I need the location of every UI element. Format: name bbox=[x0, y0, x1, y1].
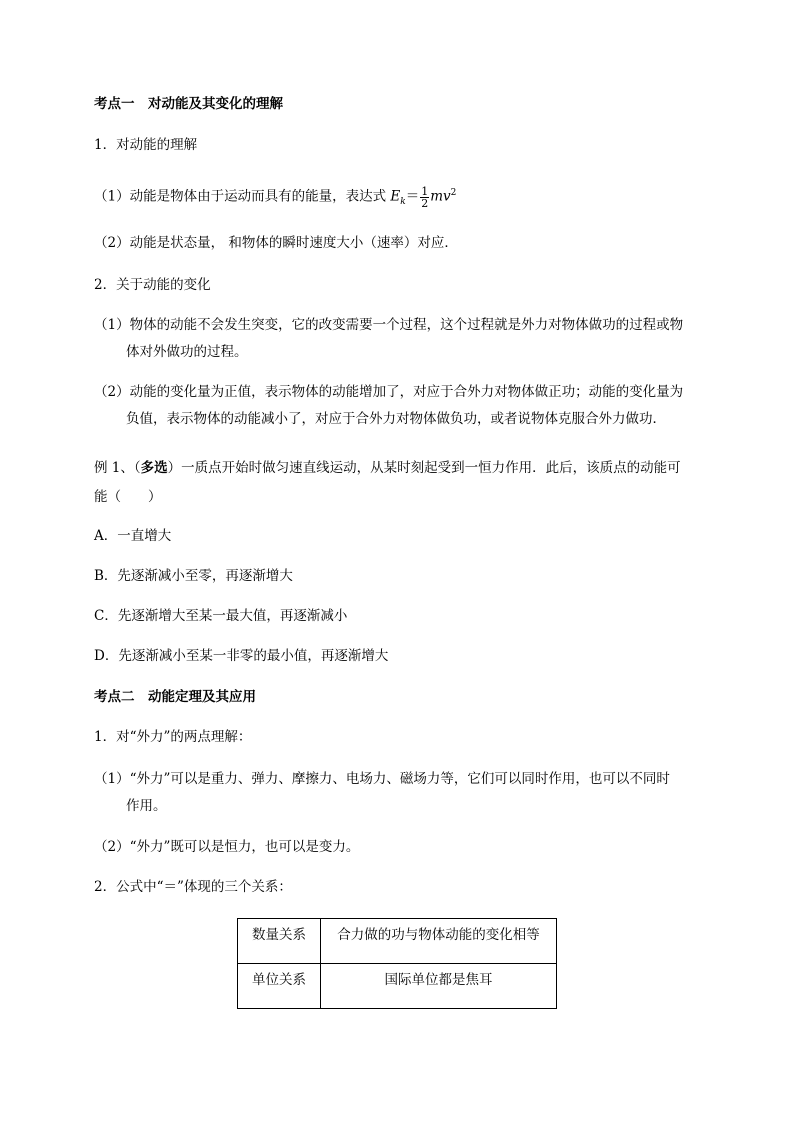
section2-heading: 考点二 动能定理及其应用 bbox=[94, 689, 256, 705]
section1-heading: 考点一 对动能及其变化的理解 bbox=[94, 96, 283, 112]
example-line1 bbox=[94, 458, 681, 478]
square-exponent: 2 bbox=[450, 188, 457, 198]
paragraph-4-line1: （2）动能的变化量为正值，表示物体的动能增加了，对应于合外力对物体做正功；动能的变化量为 bbox=[94, 384, 684, 400]
table-cell: 合力做的功与物体动能的变化相等 bbox=[321, 919, 557, 964]
example-prefix: 例 1、（ bbox=[94, 460, 141, 476]
mv-term: mv bbox=[430, 188, 451, 205]
external-force-line1: （1）“外力”可以是重力、弹力、摩擦力、电场力、磁场力等，它们可以同时作用，也可以不同时 bbox=[94, 771, 670, 787]
option-b: B．先逐渐减小至零，再逐渐增大 bbox=[94, 568, 293, 584]
option-c: C．先逐渐增大至某一最大值，再逐渐减小 bbox=[94, 608, 348, 624]
paragraph-3-line2: 体对外做功的过程。 bbox=[126, 344, 248, 360]
option-a: A．一直增大 bbox=[94, 528, 172, 544]
definition-text: （1）动能是物体由于运动而具有的能量，表达式 bbox=[94, 188, 391, 205]
table-cell: 国际单位都是焦耳 bbox=[321, 964, 557, 1009]
multi-choice-tag: 多选 bbox=[140, 460, 168, 476]
section2-item2: 2．公式中“＝”体现的三个关系： bbox=[94, 879, 292, 895]
equals-sign: ＝ bbox=[405, 188, 420, 205]
ek-symbol: E bbox=[390, 188, 401, 205]
fraction-denominator: 2 bbox=[421, 196, 429, 210]
fraction-numerator: 1 bbox=[421, 184, 429, 198]
section2-item1: 1．对“外力”的两点理解： bbox=[94, 729, 252, 745]
ek-subscript: k bbox=[400, 197, 406, 208]
external-force-type: （2）“外力”既可以是恒力，也可以是变力。 bbox=[94, 839, 360, 855]
fraction-one-half bbox=[420, 186, 429, 209]
state-quantity-text: （2）动能是状态量， 和物体的瞬时速度大小（速率）对应． bbox=[94, 235, 458, 251]
option-d: D．先逐渐减小至某一非零的最小值，再逐渐增大 bbox=[94, 648, 389, 664]
relations-table bbox=[237, 918, 557, 1009]
table-cell: 数量关系 bbox=[238, 919, 321, 964]
kinetic-energy-definition bbox=[94, 183, 456, 212]
section1-item2: 2．关于动能的变化 bbox=[94, 277, 211, 293]
example-question: ）一质点开始时做匀速直线运动，从某时刻起受到一恒力作用．此后，该质点的动能可 bbox=[167, 460, 681, 476]
table-row bbox=[238, 964, 557, 1009]
paragraph-3-line1: （1）物体的动能不会发生突变，它的改变需要一个过程，这个过程就是外力对物体做功的过程或物 bbox=[94, 317, 684, 333]
table-row bbox=[238, 919, 557, 964]
external-force-line2: 作用。 bbox=[126, 798, 167, 814]
example-line2: 能（ ） bbox=[94, 489, 162, 505]
paragraph-4-line2: 负值，表示物体的动能减小了，对应于合外力对物体做负功，或者说物体克服合外力做功． bbox=[126, 411, 666, 427]
table-cell: 单位关系 bbox=[238, 964, 321, 1009]
section1-item1: 1．对动能的理解 bbox=[94, 137, 198, 153]
